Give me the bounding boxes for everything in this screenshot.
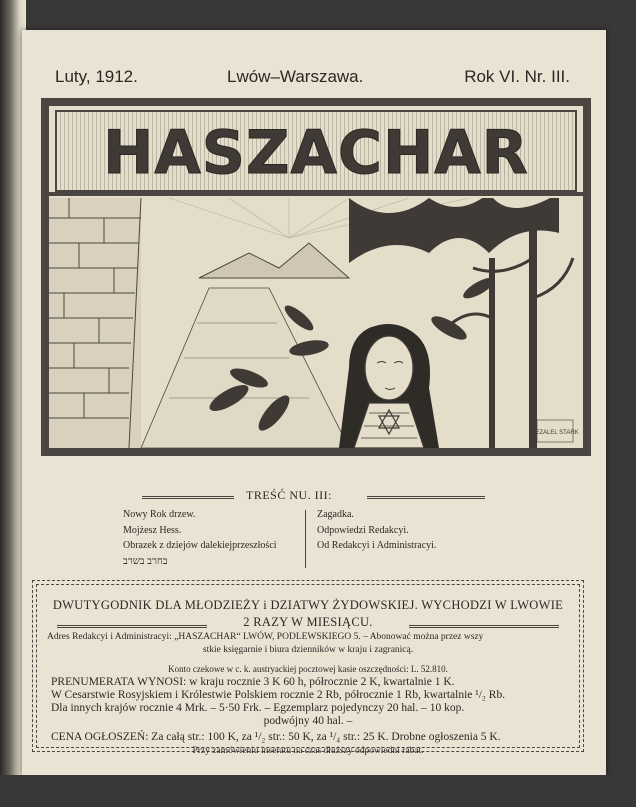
editorial-address: Adres Redakcyi i Administracyi: „HASZACHAR“ LWÓW, PODLEWSKIEGO 5. – Abonować można przez wszy [47,632,484,642]
editorial-address-cont: stkie księgarnie i biura dzienników w kraju i zagranicą. [202,645,414,655]
issue-date: Luty, 1912. [55,67,138,86]
toc-item: Mojżesz Hess. [123,524,182,536]
title-band [55,110,577,192]
publication-place: Lwów–Warszawa. [227,67,364,86]
toc-item: בחרב בשרב [123,555,168,567]
subscription-price-russia: W Cesarstwie Rosyjskiem i Królestwie Polskiem rocznie 2 Rb, półrocznie 1 Rb, kwartalnie ¹/₂ Rb. [51,689,506,701]
toc-item: Od Redakcyi i Administracyi. [317,540,437,551]
issue-number: Rok VI. Nr. III. [464,67,570,86]
toc-left-column [123,507,277,569]
advertising-discount: Przy zamówieniu inseratu na czas dłuższy odpowiedni rabat. [192,746,424,756]
subscription-price-other: Dla innych krajów rocznie 4 Mrk. – 5·50 Frk. – Egzemplarz pojedynczy 20 hal. – 10 kop. [51,702,465,714]
toc-item: Zagadka. [317,509,354,520]
publication-frequency: 2 RAZY W MIESIĄCU. [243,615,373,629]
cover-illustration [41,98,591,456]
toc-item: Obrazek z dziejów dalekiejprzeszłości [123,540,277,551]
magazine-page [22,30,606,775]
toc-item: Nowy Rok drzew. [123,509,196,520]
magazine-title: HASZACHAR [103,118,529,188]
toc-right-column [317,507,436,554]
bank-account: Konto czekowe w c. k. austryackiej pocztowej kasie oszczędności: L. 52.810. [168,664,448,674]
artist-signature: BEZALEL STARK [531,430,579,436]
advertising-price: CENA OGŁOSZEŃ: Za całą str.: 100 K, za ¹/₂ str.: 50 K, za ¹/₄ str.: 25 K. Drobne ogłoszenia 5 K. [51,731,501,743]
subscription-price: PRENUMERATA WYNOSI: w kraju rocznie 3 K 60 h, półrocznie 2 K, kwartalnie 1 K. [51,676,455,688]
subscription-info-box [32,580,584,756]
publication-description: DWUTYGODNIK DLA MŁODZIEŻY i DZIATWY ŻYDOWSKIEJ. WYCHODZI W LWOWIE [52,598,564,612]
toc-heading: TREŚĆ NU. III: [246,488,332,502]
subscription-price-double: podwójny 40 hal. – [263,715,353,727]
cover-artwork [49,198,583,448]
scan-background [0,775,636,807]
toc-item: Odpowiedzi Redakcyi. [317,524,409,536]
